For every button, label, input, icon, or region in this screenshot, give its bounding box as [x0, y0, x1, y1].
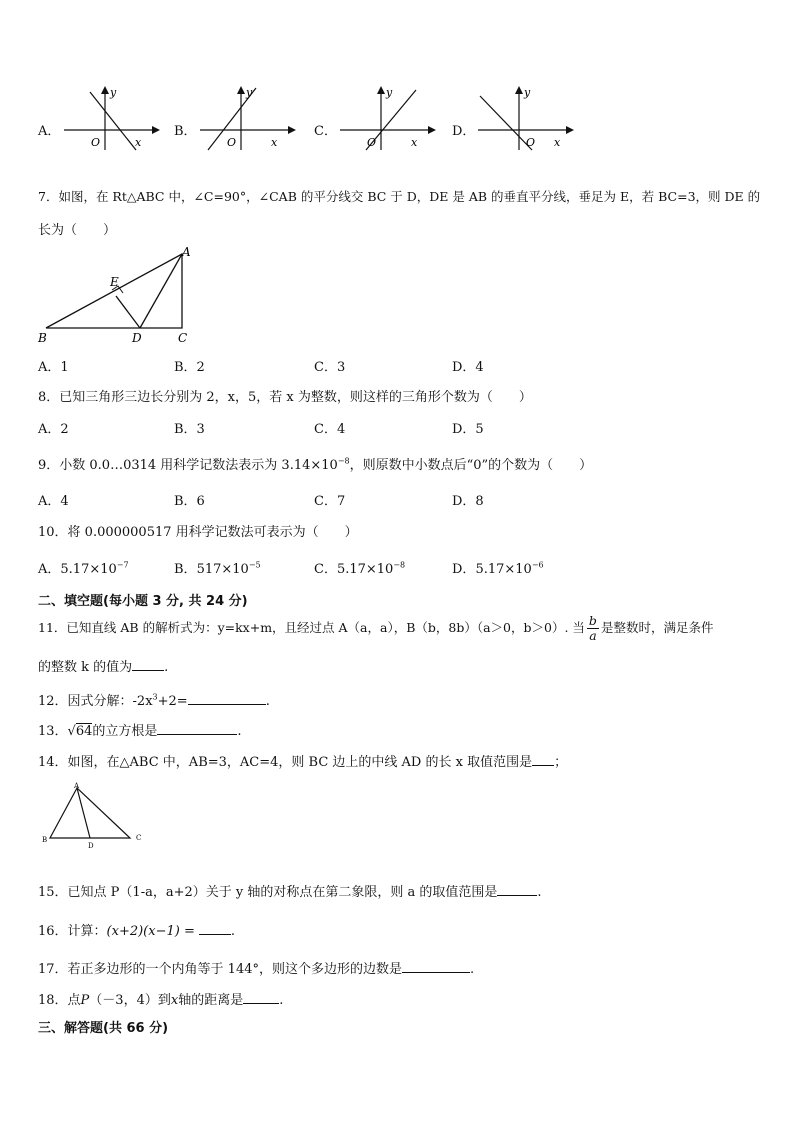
q7-label-d: D: [132, 331, 142, 345]
q7-label-e: E: [110, 275, 119, 289]
q7-option-a: A．1: [38, 360, 69, 375]
axis-y-label: y: [386, 86, 393, 99]
axis-origin-label: O: [91, 136, 101, 149]
q11-fraction: $\frac{b}{a}$: [588, 613, 597, 643]
q11-stem-line2: 的整数 k 的值为 .: [38, 660, 169, 675]
q9-stem-a: 9．小数 0.0…0314 用科学记数法表示为 3.14×10: [38, 458, 338, 473]
q7-option-c: C．3: [314, 360, 346, 375]
q12-answer-blank[interactable]: [188, 692, 266, 705]
q14-label-a: A: [74, 782, 80, 790]
q6-graph-b: [196, 84, 296, 154]
q7-label-b: B: [38, 331, 47, 345]
q18-stem: 18．点P（－3，4）到x轴的距离是 .: [38, 993, 284, 1008]
sqrt-symbol: √: [67, 724, 76, 739]
section-3-heading: 三、解答题(共 66 分): [38, 1021, 169, 1036]
q10-option-a: A．$5.17\times 10^{-7}$: [38, 560, 129, 577]
q16-answer-blank[interactable]: [199, 922, 231, 935]
q6-option-a-label: A．: [38, 124, 61, 139]
q16-stem: 16．计算：(x+2)(x−1) = .: [38, 924, 235, 939]
q17-stem: 17．若正多边形的一个内角等于 144°，则这个多边形的边数是 .: [38, 962, 475, 977]
q8-option-a: A．2: [38, 422, 69, 437]
axis-origin-label: O: [526, 136, 536, 149]
axis-x-label: x: [411, 136, 418, 149]
q10-option-d: D．$5.17\times 10^{-6}$: [452, 560, 544, 577]
axis-y-label: y: [246, 86, 253, 99]
q9-exponent: −8: [337, 456, 350, 466]
q6-option-c-label: C．: [314, 124, 337, 139]
q9-stem: [38, 454, 592, 473]
q6-graph-d: [474, 84, 574, 154]
q10-option-b: B．$517\times 10^{-5}$: [174, 560, 261, 577]
q7-option-b: B．2: [174, 360, 205, 375]
q11-stem-line1: 11．已知直线 AB 的解析式为：y=kx+m，且经过点 A（a，a），B（b，8b）（a＞0，b＞0）. 当 $\frac{b}{a}$ 是整数时，满足条件: [38, 613, 714, 643]
q6-option-d-label: D．: [452, 124, 476, 139]
q8-option-d: D．5: [452, 422, 484, 437]
q16-expression: (x+2)(x−1) =: [106, 924, 195, 939]
q13-stem: 13．√64的立方根是 .: [38, 724, 242, 739]
q14-label-c: C: [136, 834, 142, 842]
q7-figure: [36, 246, 206, 346]
q17-answer-blank[interactable]: [402, 960, 470, 973]
section-2-heading: 二、填空题(每小题 3 分, 共 24 分): [38, 594, 248, 609]
q14-label-d: D: [88, 842, 94, 850]
axis-origin-label: O: [367, 136, 377, 149]
q6-graph-c: [336, 84, 436, 154]
q14-label-b: B: [42, 836, 48, 844]
axis-y-label: y: [524, 86, 531, 99]
q7-option-d: D．4: [452, 360, 484, 375]
q15-stem: 15．已知点 P（1-a，a+2）关于 y 轴的对称点在第二象限，则 a 的取值范围是 .: [38, 885, 542, 900]
q6-option-b-label: B．: [174, 124, 197, 139]
q15-answer-blank[interactable]: [497, 883, 537, 896]
q6-graph-a: [60, 84, 160, 154]
q7-stem-line2: 长为（ ）: [38, 223, 117, 238]
axis-origin-label: O: [227, 136, 237, 149]
q9-option-c: C．7: [314, 494, 346, 509]
q14-answer-blank[interactable]: [532, 753, 554, 766]
q10-option-c: C．$5.17\times 10^{-8}$: [314, 560, 406, 577]
axis-x-label: x: [554, 136, 561, 149]
axis-y-label: y: [110, 86, 117, 99]
q10-stem: 10．将 0.000000517 用科学记数法可表示为（ ）: [38, 525, 358, 540]
q7-stem-line1: 7．如图，在 Rt△ABC 中，∠C=90°，∠CAB 的平分线交 BC 于 D，DE 是 AB 的垂直平分线，垂足为 E，若 BC=3，则 DE 的: [38, 189, 761, 204]
q8-option-c: C．4: [314, 422, 346, 437]
q7-label-c: C: [178, 331, 188, 345]
q13-answer-blank[interactable]: [157, 722, 237, 735]
q9-option-b: B．6: [174, 494, 205, 509]
q9-option-d: D．8: [452, 494, 484, 509]
q12-stem: 12．因式分解：$-2x^3+2=$ .: [38, 692, 270, 709]
q8-stem: 8．已知三角形三边长分别为 2，x，5，若 x 为整数，则这样的三角形个数为（ ）: [38, 390, 532, 405]
q14-figure: [40, 780, 150, 850]
q14-stem: 14．如图，在△ABC 中，AB=3，AC=4，则 BC 边上的中线 AD 的长 x 取值范围是 ；: [38, 755, 568, 770]
q18-answer-blank[interactable]: [243, 991, 279, 1004]
axis-x-label: x: [271, 136, 278, 149]
axis-x-label: x: [135, 136, 142, 149]
q11-answer-blank[interactable]: [132, 658, 164, 671]
q7-label-a: A: [182, 246, 191, 259]
q13-radicand: 64: [75, 724, 93, 739]
q8-option-b: B．3: [174, 422, 205, 437]
q9-stem-b: ，则原数中小数点后“0”的个数为（ ）: [349, 458, 593, 473]
q9-option-a: A．4: [38, 494, 69, 509]
